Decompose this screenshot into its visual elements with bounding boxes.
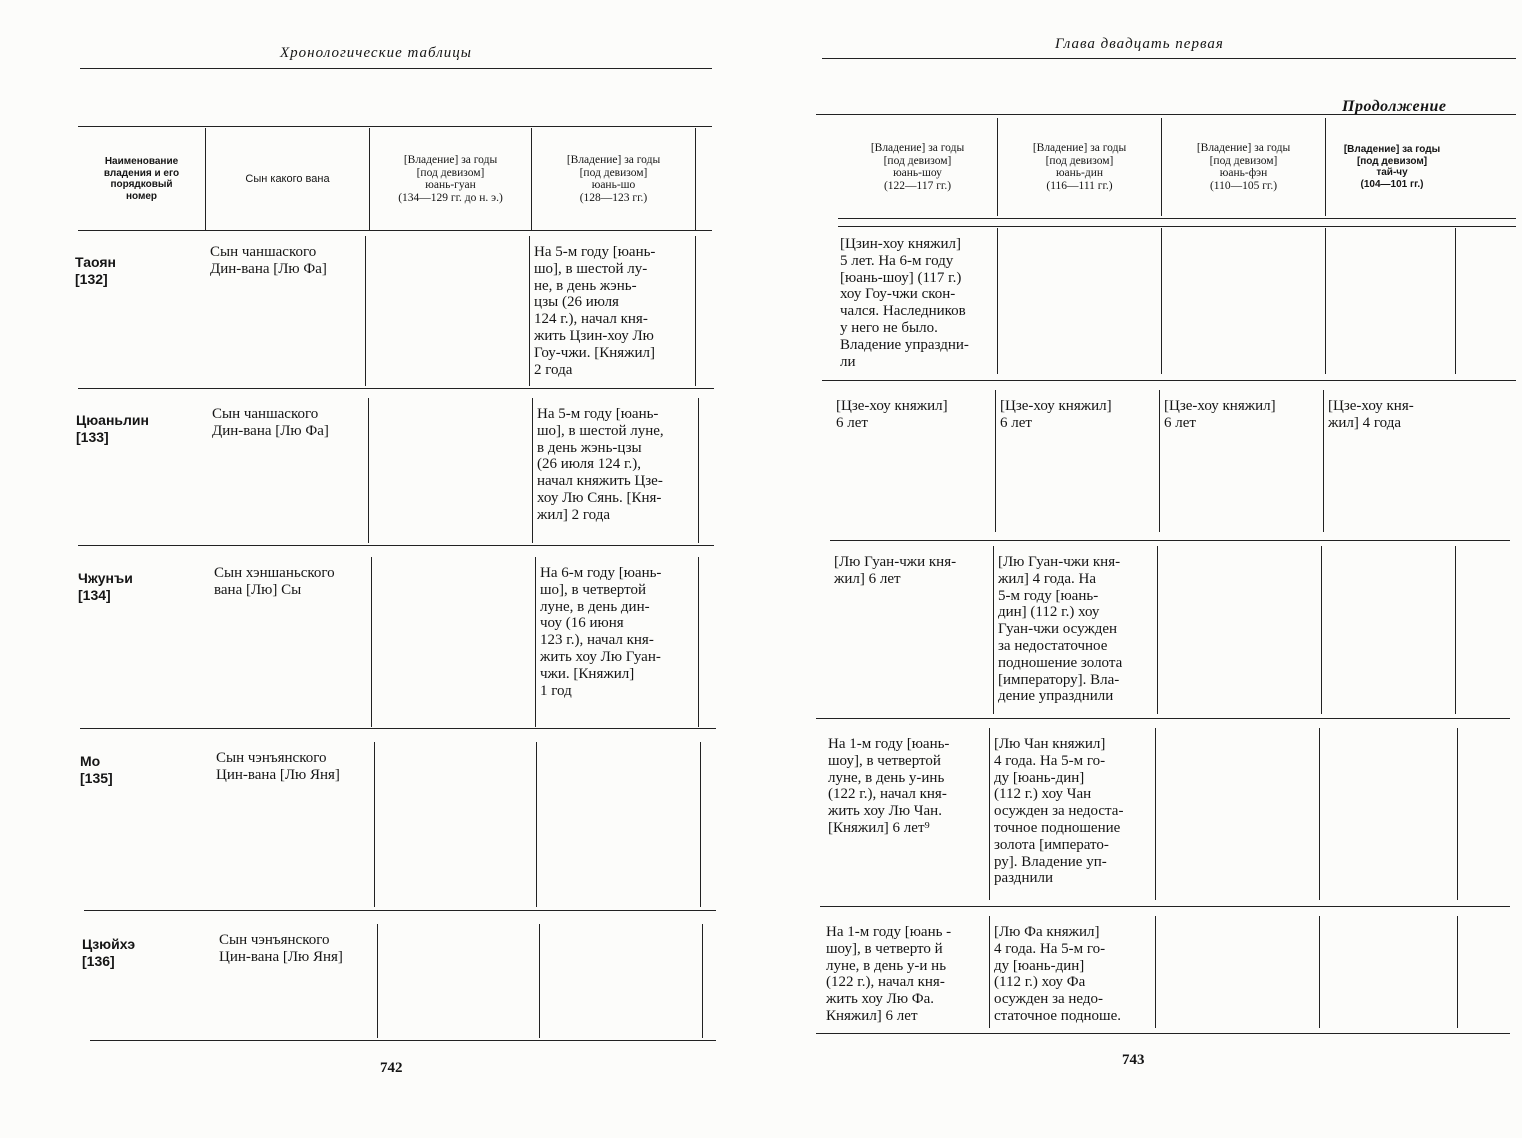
row-yuan-feng	[1162, 228, 1326, 374]
row-rule	[78, 388, 714, 389]
row-rule	[822, 380, 1516, 381]
header-yuan-shou: [Владение] за годы [под девизом] юань-шоу (122—117 гг.)	[838, 118, 998, 216]
left-page	[0, 0, 760, 1138]
table-bottom-rule	[90, 1040, 716, 1041]
row-name: Чжунъи [134]	[78, 570, 133, 603]
header-bottom-rule	[838, 218, 1516, 219]
row-yuan-guan	[375, 742, 537, 907]
row-yuan-ding: [Лю Гуан-чжи кня- жил] 4 года. На 5-м году [юань- дин] (112 г.) хоу Гуан-чжи осужден за недостаточное подношение золота [императору]. Вла- дение упразднили	[994, 546, 1158, 714]
header-yuan-ding: [Владение] за годы [под девизом] юань-дин (116—111 гг.)	[998, 118, 1162, 216]
row-yuan-feng	[1156, 916, 1320, 1028]
row-yuan-feng	[1158, 546, 1322, 714]
running-head: Хронологические таблицы	[280, 45, 472, 61]
row-yuan-ding	[998, 228, 1162, 374]
row-name: Цзюйхэ [136]	[82, 936, 136, 969]
header-son: Сын какого вана	[206, 128, 370, 230]
row-yuan-feng: [Цзе-хоу княжил] 6 лет	[1160, 390, 1324, 532]
header-tai-chu: [Владение] за годы [под девизом] тай-чу (104—101 гг.)	[1343, 144, 1441, 190]
header-bottom-rule	[78, 230, 712, 231]
row-name: Мо [135]	[80, 753, 113, 786]
row-yuan-guan	[372, 557, 536, 727]
row-tai-chu	[1326, 228, 1456, 374]
row-yuan-shou: [Цзин-хоу княжил] 5 лет. На 6-м году [юань-шоу] (117 г.) хоу Гоу-чжи скон- чался. Наследников у него не было. Владение упраздни- ли	[836, 228, 998, 374]
row-yuan-feng	[1156, 728, 1320, 900]
running-head: Глава двадцать первая	[1055, 36, 1224, 52]
row-yuan-shou: На 1-м году [юань - шоу], в четверто й луне, в день у-и нь (122 г.), начал кня- жить хоу Лю Фа. Княжил] 6 лет	[822, 916, 990, 1028]
row-rule	[84, 910, 716, 911]
table-bottom-rule	[816, 1033, 1510, 1034]
header-name: Наименование владения и его порядковый номер	[78, 128, 206, 230]
row-yuan-shou: На 1-м году [юань- шоу], в четвертой луне, в день у-инь (122 г.), начал кня- жить хоу Лю Чан. [Княжил] 6 лет⁹	[824, 728, 990, 900]
row-son: Сын чэнъянского Цин-вана [Лю Яня]	[215, 924, 378, 1038]
row-tai-chu	[1320, 728, 1458, 900]
header-yuan-shuo: [Владение] за годы [под девизом] юань-шо (128—123 гг.)	[532, 128, 696, 230]
row-yuan-guan	[369, 398, 533, 543]
row-yuan-shuo	[537, 742, 701, 907]
header-yuan-guan: [Владение] за годы [под девизом] юань-гуан (134—129 гг. до н. э.)	[370, 128, 532, 230]
row-tai-chu	[1322, 546, 1456, 714]
continued-label: Продолжение	[1342, 98, 1447, 115]
row-yuan-shuo: На 6-м году [юань- шо], в четвертой луне, в день дин- чоу (16 июня 123 г.), начал кня- жить хоу Лю Гуан- чжи. [Княжил] 1 год	[536, 557, 699, 727]
row-yuan-ding: [Цзе-хоу княжил] 6 лет	[996, 390, 1160, 532]
row-yuan-shuo: На 5-м году [юань- шо], в шестой луне, в день жэнь-цзы (26 июля 124 г.), начал княжить Цзе- хоу Лю Сянь. [Кня- жил] 2 года	[533, 398, 699, 543]
row-name: Цюаньлин [133]	[76, 412, 149, 445]
row-tai-chu	[1320, 916, 1458, 1028]
row-rule	[816, 718, 1510, 719]
right-page	[760, 0, 1522, 1138]
row-yuan-shuo	[540, 924, 703, 1038]
row-yuan-guan	[378, 924, 540, 1038]
table-top-rule	[78, 126, 712, 127]
row-yuan-shou: [Лю Гуан-чжи кня- жил] 6 лет	[830, 546, 994, 714]
row-yuan-ding: [Лю Фа княжил] 4 года. На 5-м го- ду [юань-дин] (112 г.) хоу Фа осужден за недо- статочное подноше.	[990, 916, 1156, 1028]
row-rule	[78, 545, 714, 546]
row-tai-chu: [Цзе-хоу кня- жил] 4 года	[1328, 398, 1414, 431]
row-son: Сын чаншаского Дин-вана [Лю Фа]	[206, 236, 366, 386]
row-yuan-shou: [Цзе-хоу княжил] 6 лет	[832, 390, 996, 532]
row-rule	[80, 728, 716, 729]
head-rule	[80, 68, 712, 69]
table-top-rule	[816, 114, 1516, 115]
head-rule	[822, 58, 1516, 59]
row-name: Таоян [132]	[75, 254, 116, 287]
row-yuan-ding: [Лю Чан княжил] 4 года. На 5-м го- ду [юань-дин] (112 г.) хоу Чан осужден за недоста- точное подношение золота [императо- ру]. Владение уп- разднили	[990, 728, 1156, 900]
page-number: 742	[380, 1060, 403, 1076]
row-yuan-guan	[366, 236, 530, 386]
row-son: Сын чэнъянского Цин-вана [Лю Яня]	[212, 742, 375, 907]
row-son: Сын хэншаньского вана [Лю] Сы	[210, 557, 372, 727]
row-rule	[820, 906, 1510, 907]
row-yuan-shuo: На 5-м году [юань- шо], в шестой лу- не, в день жэнь- цзы (26 июля 124 г.), начал кня- жить Цзин-хоу Лю Гоу-чжи. [Княжил] 2 года	[530, 236, 696, 386]
row-son: Сын чаншаского Дин-вана [Лю Фа]	[208, 398, 369, 543]
page-number: 743	[1122, 1052, 1145, 1068]
header-bottom-rule-2	[838, 226, 1516, 227]
row-rule	[830, 540, 1510, 541]
header-yuan-feng: [Владение] за годы [под девизом] юань-фэн (110—105 гг.)	[1162, 118, 1326, 216]
